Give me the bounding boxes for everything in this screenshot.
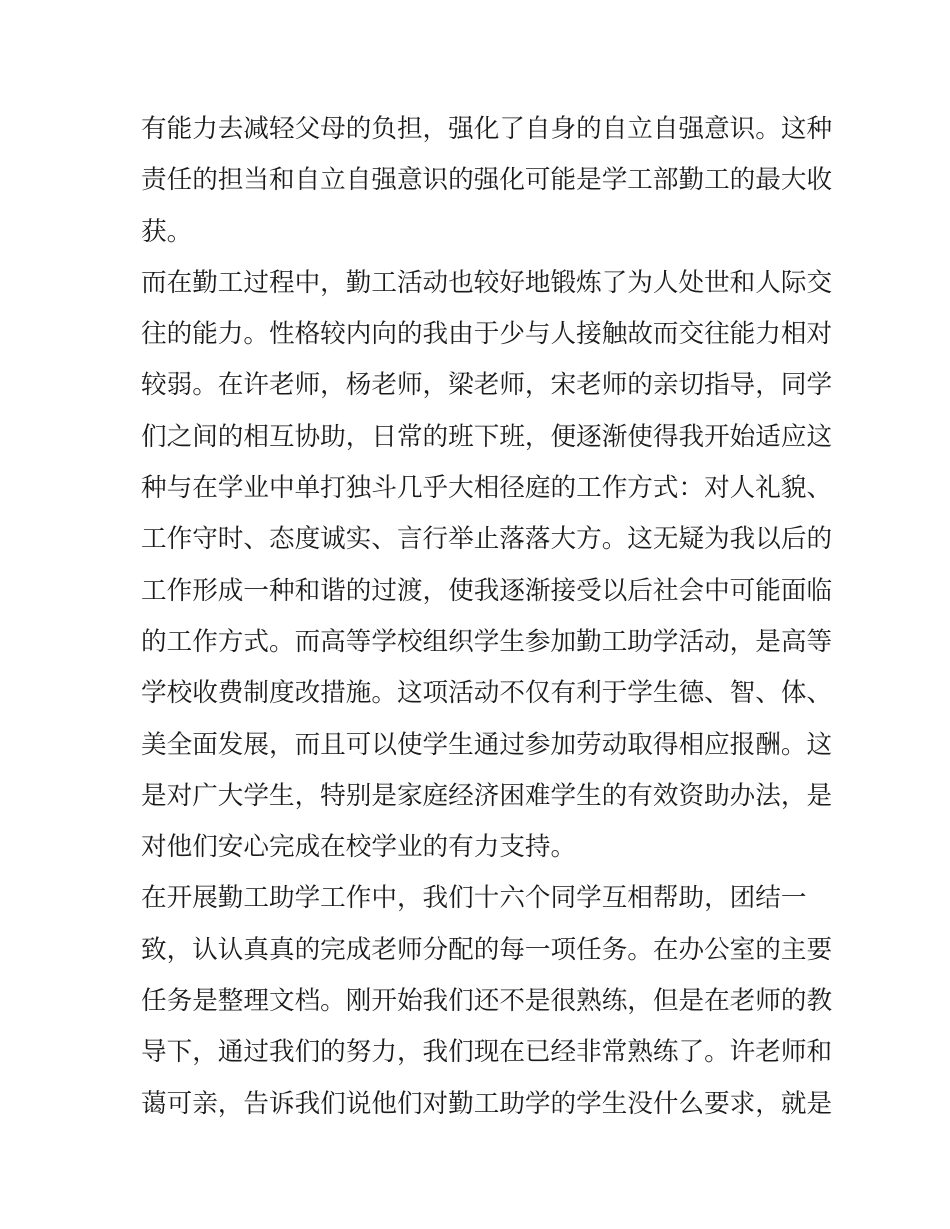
text-line: 导下，通过我们的努力，我们现在已经非常熟练了。许老师和	[141, 1037, 833, 1068]
text-line: 是对广大学生，特别是家庭经济困难学生的有效资助办法，是	[141, 780, 833, 811]
text-line: 往的能力。性格较内向的我由于少与人接触故而交往能力相对	[141, 319, 833, 350]
text-line: 而在勤工过程中，勤工活动也较好地锻炼了为人处世和人际交	[141, 267, 833, 298]
text-line: 在开展勤工助学工作中，我们十六个同学互相帮助，团结一	[141, 883, 807, 914]
text-line: 种与在学业中单打独斗几乎大相径庭的工作方式：对人礼貌、	[141, 473, 833, 504]
text-line: 对他们安心完成在校学业的有力支持。	[141, 832, 577, 863]
text-line: 责任的担当和自立自强意识的强化可能是学工部勤工的最大收	[141, 165, 833, 196]
text-line: 工作形成一种和谐的过渡，使我逐渐接受以后社会中可能面临	[141, 575, 833, 606]
text-line: 任务是整理文档。刚开始我们还不是很熟练，但是在老师的教	[141, 986, 833, 1017]
body-text	[141, 104, 833, 1130]
text-line: 的工作方式。而高等学校组织学生参加勤工助学活动，是高等	[141, 626, 833, 657]
text-line: 蔼可亲，告诉我们说他们对勤工助学的学生没什么要求，就是	[141, 1088, 833, 1119]
text-line: 较弱。在许老师，杨老师，梁老师，宋老师的亲切指导，同学	[141, 370, 833, 401]
text-line: 有能力去减轻父母的负担，强化了自身的自立自强意识。这种	[141, 114, 833, 144]
text-line: 们之间的相互协助，日常的班下班，便逐渐使得我开始适应这	[141, 421, 833, 452]
text-line: 获。	[141, 216, 193, 247]
text-line: 工作守时、态度诚实、言行举止落落大方。这无疑为我以后的	[141, 524, 833, 555]
text-line: 美全面发展，而且可以使学生通过参加劳动取得相应报酬。这	[141, 729, 833, 760]
text-line: 致，认认真真的完成老师分配的每一项任务。在办公室的主要	[141, 934, 833, 965]
text-line: 学校收费制度改措施。这项活动不仅有利于学生德、智、体、	[141, 678, 833, 709]
